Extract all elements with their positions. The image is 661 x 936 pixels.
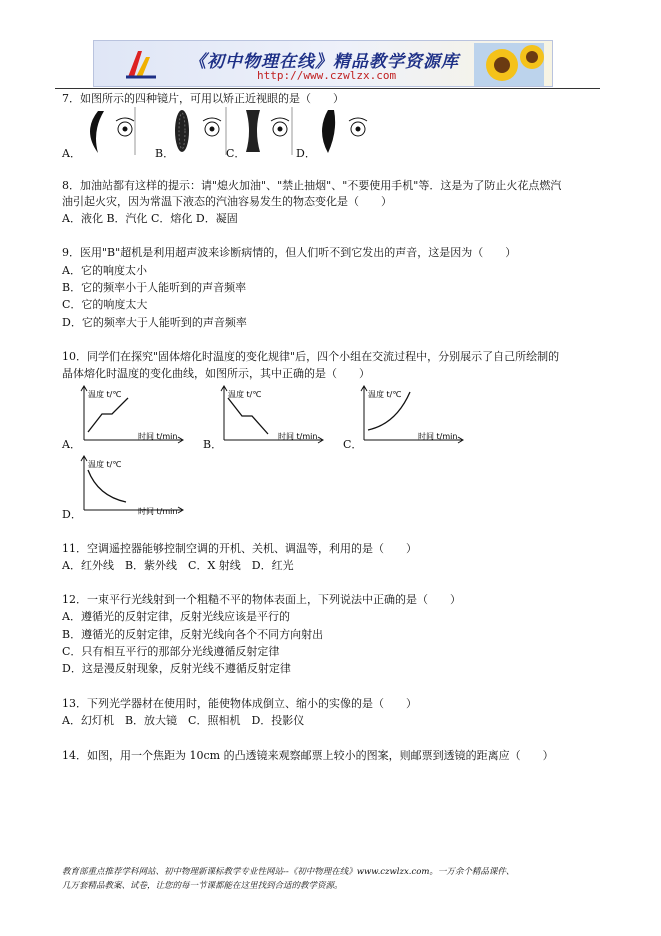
q9-option-b: B．它的频率小于人能听到的声音频率 [62,281,247,294]
q10-graph-a [78,384,190,446]
footer-line2: 几万套精品教案、试卷，让您的每一节课都能在这里找到合适的教学资源。 [62,881,343,891]
q9-option-d: D．它的频率大于人能听到的声音频率 [62,316,247,329]
lens-a-icon [90,107,135,155]
q10-stem-line2: 晶体熔化时温度的变化曲线，如图所示，其中正确的是（ ） [62,367,370,380]
q7-option-b: B． [155,147,175,160]
q10-graph-a-ylabel: 温度 t/℃ [88,390,122,399]
q12-option-d: D．这是漫反射现象，反射光线不遵循反射定律 [62,662,291,675]
q9-option-a: A．它的响度太小 [62,264,147,277]
q10-graph-d-xlabel: 时间 t/min [138,507,178,516]
q10-option-a: A． [62,438,81,451]
banner-url: http://www.czwlzx.com [257,69,397,82]
q7-option-d: D． [296,147,316,160]
q10-option-d: D． [62,508,82,521]
q10-option-c: C． [343,438,363,451]
q7-lens-figures [80,107,380,159]
q12-option-c: C．只有相互平行的那部分光线遵循反射定律 [62,645,280,658]
q10-graph-a-curve [88,398,128,432]
lens-d-icon [322,110,367,153]
q7-stem: 7．如图所示的四种镜片，可用以矫正近视眼的是（ ） [62,92,344,105]
q13-stem: 13．下列光学器材在使用时，能使物体成倒立、缩小的实像的是（ ） [62,697,417,710]
q13-options: A．幻灯机 B．放大镜 C．照相机 D．投影仪 [62,714,305,727]
q10-option-b: B． [203,438,223,451]
q11-options: A．红外线 B．紫外线 C．X 射线 D．红光 [62,559,294,572]
lens-c-icon [246,107,292,155]
q14-stem: 14．如图，用一个焦距为 10cm 的凸透镜来观察邮票上较小的图案，则邮票到透镜的距离应（ ） [62,749,554,762]
q9-option-c: C．它的响度太大 [62,298,148,311]
q8-stem-line1: 8．加油站都有这样的提示：请"熄火加油"、"禁止抽烟"、"不要使用手机"等．这是为了防止火花点燃汽 [62,179,562,192]
q10-graph-d-curve [88,470,126,502]
q10-stem-line1: 10．同学们在探究"固体熔化时温度的变化规律"后，四个小组在交流过程中，分别展示了自己所绘制的 [62,350,560,363]
q10-graph-a-xlabel: 时间 t/min [138,432,178,441]
footer-line1: 教育部重点推荐学科网站、初中物理新课标教学专业性网站--《初中物理在线》www.czwlzx.com。一万余个精品课件、 [62,867,515,877]
q10-graph-d [78,454,190,516]
site-logo-icon [124,47,158,81]
q10-graph-b-curve [228,398,268,434]
q12-option-a: A．遵循光的反射定律，反射光线应该是平行的 [62,610,290,623]
q10-graph-b-ylabel: 温度 t/℃ [228,390,262,399]
q9-stem: 9．医用"B"超机是利用超声波来诊断病情的，但人们听不到它发出的声音，这是因为（ ） [62,246,517,259]
header-rule [55,88,600,89]
q8-options: A．液化 B．汽化 C．熔化 D．凝固 [62,212,238,225]
q10-graph-d-ylabel: 温度 t/℃ [88,460,122,469]
q11-stem: 11．空调遥控器能够控制空调的开机、关机、调温等，利用的是（ ） [62,542,417,555]
q7-option-c: C． [226,147,246,160]
banner-title: 《初中物理在线》精品教学资源库 [189,52,459,72]
lens-b-icon [175,107,226,155]
q7-option-a: A． [62,147,81,160]
q10-graph-c [358,384,470,446]
q12-stem: 12．一束平行光线射到一个粗糙不平的物体表面上，下列说法中正确的是（ ） [62,593,461,606]
q10-graph-c-ylabel: 温度 t/℃ [368,390,402,399]
q10-graph-c-xlabel: 时间 t/min [418,432,458,441]
header-banner [93,40,553,87]
q10-graph-b [218,384,330,446]
q12-option-b: B．遵循光的反射定律，反射光线向各个不同方向射出 [62,628,324,641]
q10-graph-b-xlabel: 时间 t/min [278,432,318,441]
sunflower-icon [474,43,544,86]
q8-stem-line2: 油引起火灾，因为常温下液态的汽油容易发生的物态变化是（ ） [62,195,392,208]
